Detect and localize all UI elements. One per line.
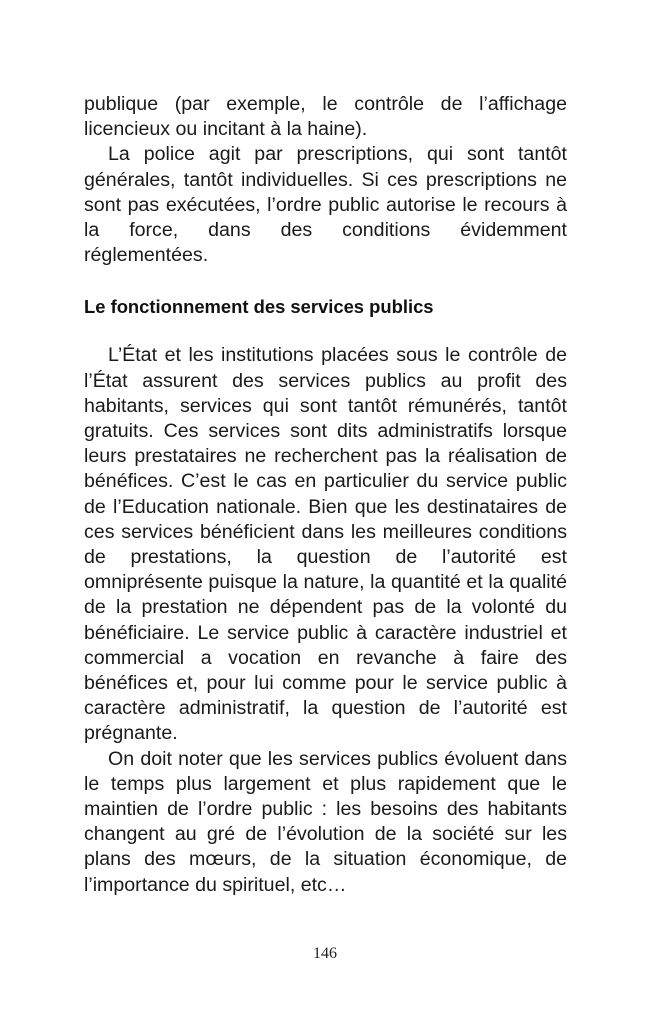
paragraph-police-prescriptions: La police agit par prescriptions, qui sont tantôt générales, tantôt individuelles. Si ces prescriptions ne sont pas exécutées, l’ordre public autorise le recours à la force, dans des conditions évidemment réglementées. xyxy=(84,143,567,267)
paragraph-services-publics: L’État et les institutions placées sous le contrôle de l’État assurent des services publics au profit des habitants, services qui sont tantôt rémunérés, tantôt gratuits. Ces services sont dits administratifs lorsque leurs prestataires ne recherchent pas la réalisation de bénéfices. C’est le cas en particulier du service public de l’Education nationale. Bien que les destinataires de ces services bénéficient dans les meilleures conditions de prestations, la question de l’autorité est omniprésente puisque la nature, la quantité et la qualité de la prestation ne dépendent pas de la volonté du bénéficiaire. Le service public à caractère industriel et commercial a vocation en revanche à faire des bénéfices et, pour lui comme pour le service public à caractère administratif, la question de l’autorité est prégnante. xyxy=(84,344,567,745)
page-number: 146 xyxy=(313,945,337,962)
paragraph-evolution: On doit noter que les services publics évoluent dans le temps plus largement et plus rapidement que le maintien de l’ordre public : les besoins des habitants changent au gré de l’évolution de la société sur les plans des mœurs, de la situation économique, de l’importance du spirituel, etc… xyxy=(84,747,567,896)
section-heading: Le fonctionnement des services publics xyxy=(84,296,434,318)
paragraph-continued: publique (par exemple, le contrôle de l’affichage licencieux ou incitant à la haine). xyxy=(84,93,567,141)
body-text xyxy=(84,92,567,898)
